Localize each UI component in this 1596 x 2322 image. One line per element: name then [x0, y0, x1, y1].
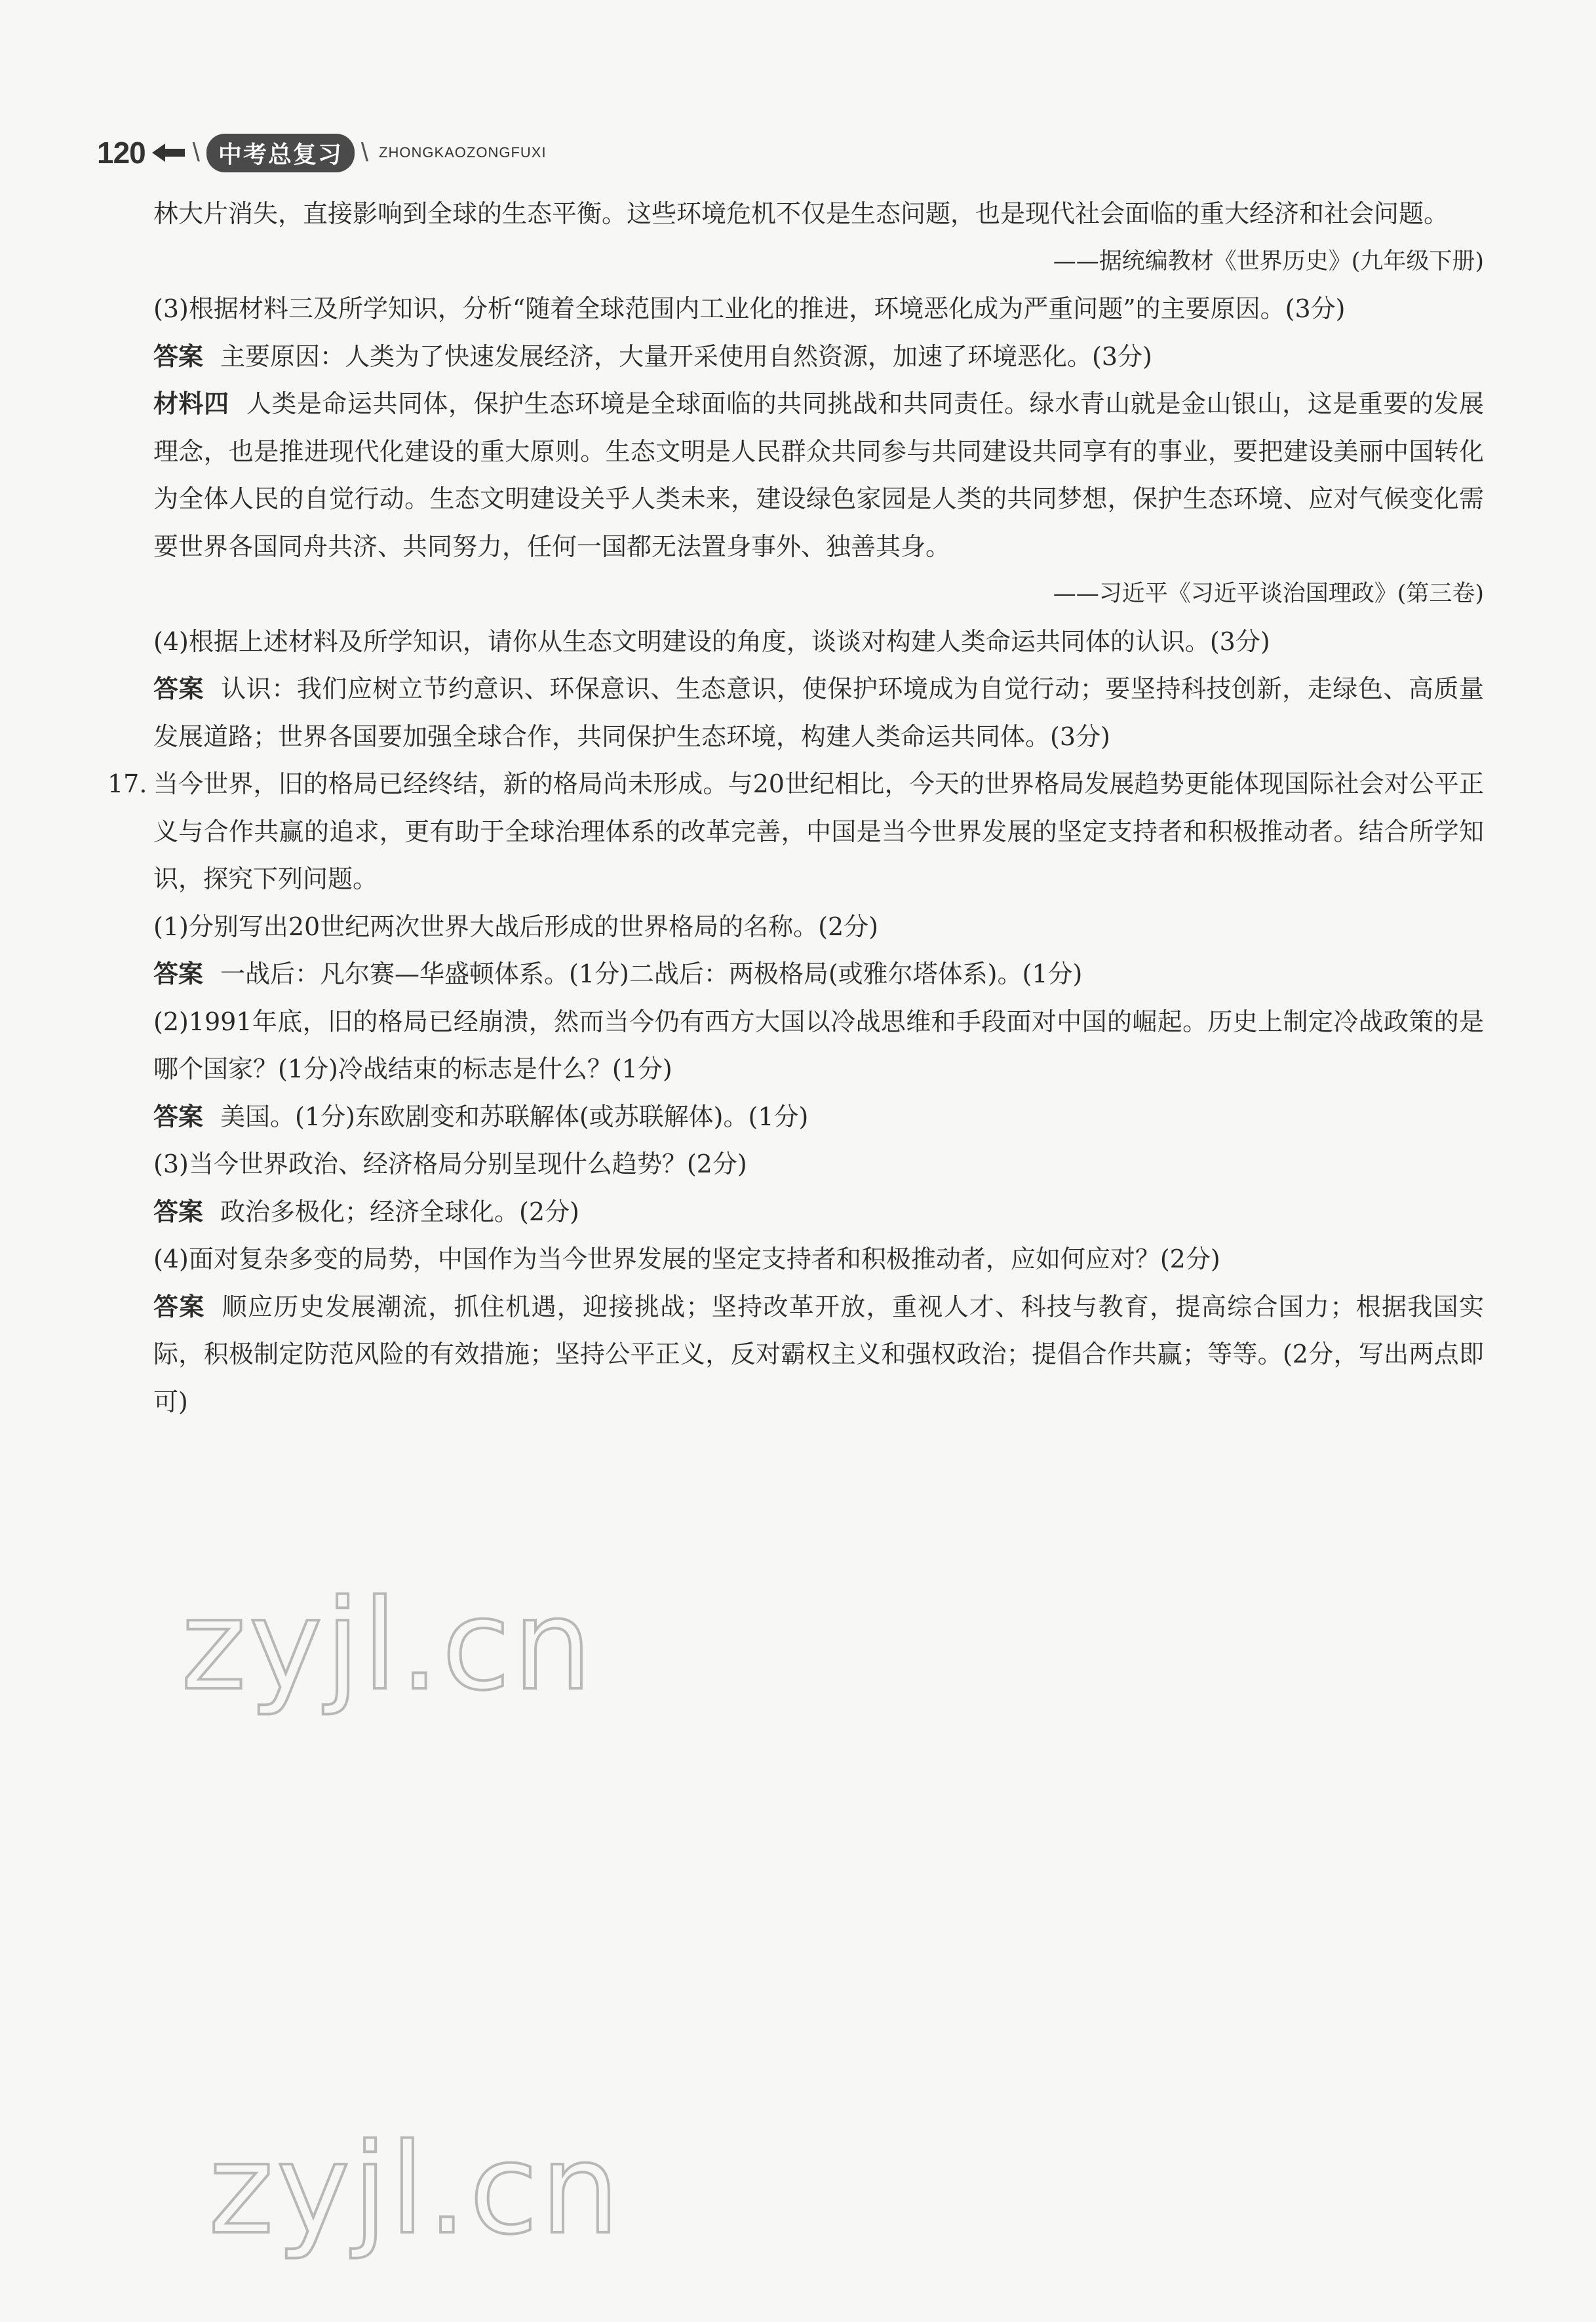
answer-17-4	[153, 1283, 1484, 1426]
answer-17-1-text: 一战后：凡尔赛—华盛顿体系。(1分)二战后：两极格局(或雅尔塔体系)。(1分)	[220, 959, 1083, 988]
answer-4-text: 认识：我们应树立节约意识、环保意识、生态意识，使保护环境成为自觉行动；要坚持科技创新，走绿色、高质量发展道路；世界各国要加强全球合作，共同保护生态环境，构建人类命运共同体。(3分)	[153, 674, 1484, 751]
source-citation-2: ——习近平《习近平谈治国理政》(第三卷)	[1053, 581, 1484, 607]
question-17-4: (4)面对复杂多变的局势，中国作为当今世界发展的坚定支持者和积极推动者，应如何应对？(2分)	[153, 1245, 1220, 1273]
header-divider-2: \	[360, 138, 369, 167]
watermark-2: zyjl.cn	[208, 2117, 623, 2262]
section-pinyin: ZHONGKAOZONGFUXI	[379, 144, 547, 161]
section-badge: 中考总复习	[206, 134, 355, 172]
answer-3	[153, 333, 1484, 381]
answer-17-2	[153, 1093, 1484, 1141]
source-citation-1: ——据统编教材《世界历史》(九年级下册)	[1053, 248, 1484, 275]
answer-17-3	[153, 1188, 1484, 1236]
question-17-number: 17.	[107, 769, 147, 798]
question-17	[107, 760, 1484, 903]
material-4	[153, 380, 1484, 570]
question-4: (4)根据上述材料及所学知识，请你从生态文明建设的角度，谈谈对构建人类命运共同体的认识。(3分)	[153, 627, 1270, 656]
answer-17-1	[153, 950, 1484, 998]
answer-3-text: 主要原因：人类为了快速发展经济，大量开采使用自然资源，加速了环境恶化。(3分)	[220, 341, 1152, 371]
header-divider: \	[192, 138, 200, 167]
question-17-2: (2)1991年底，旧的格局已经崩溃，然而当今仍有西方大国以冷战思维和手段面对中国的崛起。历史上制定冷战政策的是哪个国家？(1分)冷战结束的标志是什么？(1分)	[153, 1007, 1484, 1083]
answer-label: 答案	[153, 341, 204, 371]
answer-label: 答案	[153, 1102, 204, 1131]
arrow-left-icon	[151, 142, 186, 164]
page-number: 120	[97, 136, 146, 170]
watermark-1: zyjl.cn	[181, 1573, 595, 1718]
page-content	[107, 190, 1484, 1425]
answer-label: 答案	[153, 674, 204, 703]
answer-17-4-text: 顺应历史发展潮流，抓住机遇，迎接挑战；坚持改革开放，重视人才、科技与教育，提高综合国力；根据我国实际，积极制定防范风险的有效措施；坚持公平正义，反对霸权主义和强权政治；提倡合作共赢；等等。(2分，写出两点即可)	[153, 1292, 1484, 1416]
answer-label: 答案	[153, 1292, 205, 1321]
answer-17-3-text: 政治多极化；经济全球化。(2分)	[220, 1197, 579, 1226]
question-17-3: (3)当今世界政治、经济格局分别呈现什么趋势？(2分)	[153, 1150, 747, 1178]
page-header	[97, 130, 547, 176]
material-4-label: 材料四	[153, 389, 229, 418]
answer-label: 答案	[153, 1197, 204, 1226]
question-17-1: (1)分别写出20世纪两次世界大战后形成的世界格局的名称。(2分)	[153, 912, 879, 941]
question-17-text: 当今世界，旧的格局已经终结，新的格局尚未形成。与20世纪相比，今天的世界格局发展趋势更能体现国际社会对公平正义与合作共赢的追求，更有助于全球治理体系的改革完善，中国是当今世界发展的坚定支持者和积极推动者。结合所学知识，探究下列问题。	[153, 769, 1484, 893]
answer-4	[153, 665, 1484, 760]
answer-17-2-text: 美国。(1分)东欧剧变和苏联解体(或苏联解体)。(1分)	[220, 1102, 809, 1131]
material-three-end: 林大片消失，直接影响到全球的生态平衡。这些环境危机不仅是生态问题，也是现代社会面临的重大经济和社会问题。	[153, 199, 1449, 228]
answer-label: 答案	[153, 959, 204, 988]
material-4-text: 人类是命运共同体，保护生态环境是全球面临的共同挑战和共同责任。绿水青山就是金山银山，这是重要的发展理念，也是推进现代化建设的重大原则。生态文明是人民群众共同参与共同建设共同享有的事业，要把建设美丽中国转化为全体人民的自觉行动。生态文明建设关乎人类未来，建设绿色家园是人类的共同梦想，保护生态环境、应对气候变化需要世界各国同舟共济、共同努力，任何一国都无法置身事外、独善其身。	[153, 389, 1484, 561]
question-3: (3)根据材料三及所学知识，分析“随着全球范围内工业化的推进，环境恶化成为严重问题”的主要原因。(3分)	[153, 294, 1346, 323]
